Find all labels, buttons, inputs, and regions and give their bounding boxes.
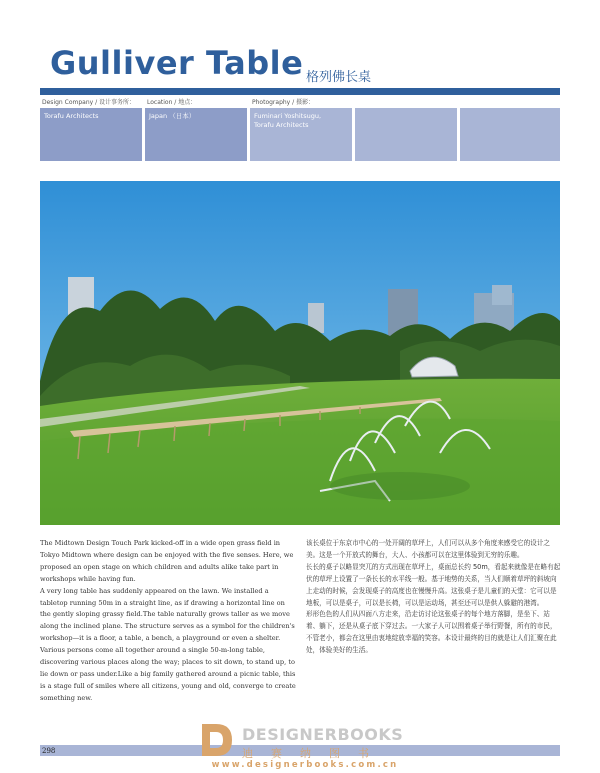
photography-value <box>254 112 321 130</box>
location-box <box>145 108 247 161</box>
photography-label: Photography / 摄影： <box>252 99 315 106</box>
chinese-paragraph-2: 长长的桌子以略显突兀的方式出现在草坪上，桌面总长约 50m，看起来就像是在略有起伏的草坪上设置了一条长长的水平线一般。基于地势的关系，当人们顺着草坪的斜坡向上走动的时候，会发现桌子的高度也在慢慢升高。这张桌子是儿童们的天堂：它可以是地板，可以是桌子，可以是长椅，可以是运动场，甚至还可以是供人躲避的港湾。 <box>306 562 561 607</box>
chinese-body-text <box>306 538 562 657</box>
location-value: Japan （日本） <box>149 112 196 120</box>
page-number: 298 <box>42 747 56 755</box>
empty-box-2 <box>460 108 560 161</box>
chinese-paragraph-1: 该长桌位于东京市中心的一处开阔的草坪上，人们可以从多个角度来感受它的设计之美。这是一个开放式的舞台，大人、小孩都可以在这里体验到无穷的乐趣。 <box>306 539 550 559</box>
page-title-chinese: 格列佛长桌 <box>306 70 372 85</box>
location-label: Location / 地点： <box>147 99 197 106</box>
empty-box-1 <box>355 108 457 161</box>
title-row <box>40 44 560 88</box>
company-box <box>40 108 142 161</box>
logo-d-icon <box>200 722 234 758</box>
company-label: Design Company / 设计事务所： <box>42 99 136 106</box>
company-value: Torafu Architects <box>44 112 99 120</box>
page-title: Gulliver Table <box>50 44 304 82</box>
logo-name: DESIGNERBOOKS <box>242 725 404 744</box>
designerbooks-logo <box>200 722 410 772</box>
chinese-paragraph-3: 形形色色的人们从四面八方走来，沿走访讨论这张桌子的每个地方落脚，是坐下、站着、躺下，还是从桌子底下穿过去。一大家子人可以围着桌子举行野餐，所有的市民，不管老小，都会在这里由衷地绽放幸福的笑容。本设计最终的目的就是让人们汇聚在此处，体验美好的生活。 <box>306 610 557 655</box>
logo-url: www.designerbooks.com.cn <box>211 760 399 770</box>
english-paragraph-2: A very long table has suddenly appeared on the lawn. We installed a tabletop running 50m in a straight line, as if drawing a horizontal line on the gently sloping grassy field.The table naturally grows taller as we move along the inclined plane. The structure serves as a symbol for the children's workshop—it is a floor, a table, a bench, a playground or even a shelter. <box>40 586 295 643</box>
photography-box <box>250 108 352 161</box>
english-paragraph-1: The Midtown Design Touch Park kicked-off in a wide open grass field in Tokyo Midtown where design can be enjoyed with the five senses. Here, we proposed an open stage on which children and adults alike take part in workshops while having fun. <box>40 539 294 583</box>
english-body-text <box>40 538 296 705</box>
logo-chinese-name: 迪赛纳图书 <box>242 747 387 760</box>
title-underline-bar <box>40 88 560 95</box>
info-boxes <box>40 108 560 161</box>
english-paragraph-3: Various persons come all together around a single 50-m-long table, discovering various places along the way; places to sit down, to stand up, to lie down or pass under.Like a big family gathered around a picnic table, this is a stage full of smiles where all citizens, young and old, converge to create something new. <box>40 646 296 702</box>
photography-value-line2: Torafu Architects <box>254 121 309 129</box>
park-photo-image <box>40 181 560 525</box>
park-photo <box>40 181 560 525</box>
photography-value-line1: Fuminari Yoshitsugu, <box>254 112 322 120</box>
